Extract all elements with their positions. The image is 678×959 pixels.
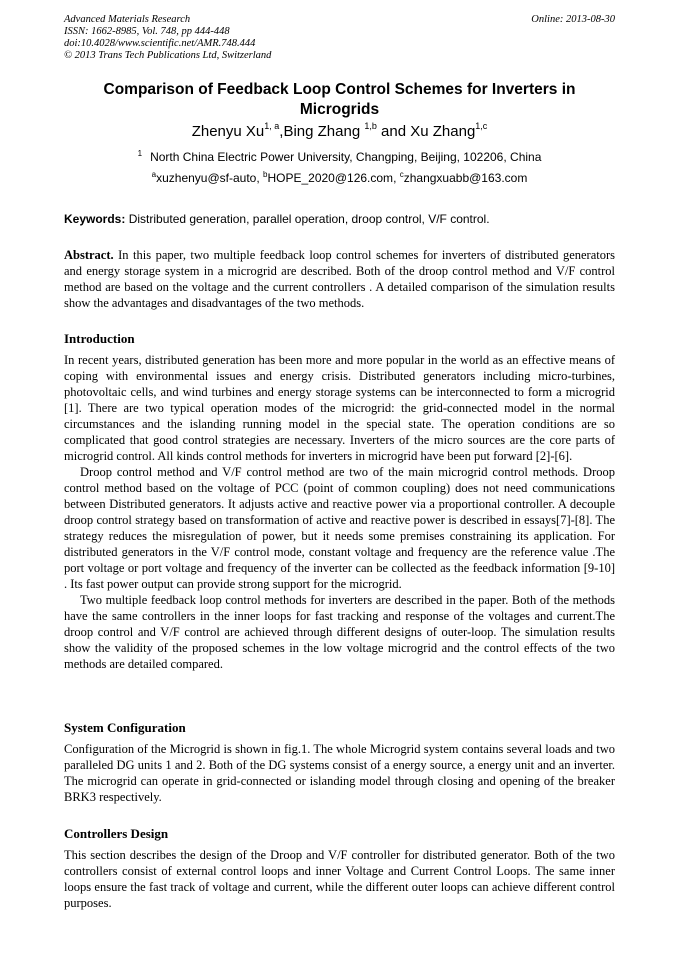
issn-line: ISSN: 1662-8985, Vol. 748, pp 444-448 [64, 26, 230, 37]
abstract [64, 247, 615, 311]
copyright-line: © 2013 Trans Tech Publications Ltd, Switzerland [64, 50, 272, 61]
author-list [64, 122, 615, 142]
email-mark: a [151, 170, 157, 179]
affiliation [64, 149, 615, 165]
keywords-text: Distributed generation, parallel operation, droop control, V/F control. [125, 212, 490, 226]
email-address[interactable]: zhangxuabb@163.com [403, 171, 528, 185]
section-body-controllers-design [64, 847, 615, 911]
abstract-text: In this paper, two multiple feedback loop control schemes for inverters of distributed generators and energy storage system in a microgrid are described. Both of the droop control method and V/F control method are based on the voltage and the current controllers . A detailed comparison of the simulation results show the advantages and disadvantages of the two methods. [64, 248, 615, 310]
author-name: Bing Zhang [283, 123, 361, 140]
section-heading-system-configuration: System Configuration [64, 720, 186, 735]
author-separator: , [279, 123, 284, 140]
journal-name: Advanced Materials Research [64, 14, 191, 25]
email-mark: b [263, 170, 268, 179]
author-affiliation-mark: 1,b [364, 121, 377, 131]
section-heading-controllers-design: Controllers Design [64, 826, 169, 841]
paragraph: This section describes the design of the Droop and V/F controller for distributed generator. Both of the two controllers consist of external control loops and inner Voltage and Current Control Loops. The same inner loops ensure the fast track of voltage and current, while the different outer loops can achieve different control purposes. [64, 848, 615, 910]
paper-title: Comparison of Feedback Loop Control Schemes for Inverters in Microgrids [103, 81, 576, 118]
abstract-label: Abstract. [64, 248, 114, 262]
email-address[interactable]: xuzhenyu@sf-auto [156, 171, 257, 185]
email-separator: , [393, 171, 400, 185]
section-body-system-configuration [64, 741, 615, 805]
affiliation-text: North China Electric Power University, Changping, Beijing, 102206, China [150, 150, 542, 164]
author-affiliation-mark: 1, a [264, 121, 280, 131]
email-list [64, 170, 615, 186]
keywords [64, 211, 615, 227]
email-mark: c [399, 170, 404, 179]
section-heading-introduction: Introduction [64, 331, 135, 346]
paragraph: Configuration of the Microgrid is shown in fig.1. The whole Microgrid system contains several loads and two paralleled DG units 1 and 2. Both of the DG systems consist of a energy source, a energy unit and an inverter. The microgrid can operate in grid-connected or islanding model through closing and opening of the breaker BRK3 respectively. [64, 742, 615, 804]
section-body-introduction [64, 352, 615, 672]
author-name: Xu Zhang [410, 123, 476, 140]
paragraph: In recent years, distributed generation has been more and more popular in the world as an effective means of coping with environmental issues and energy crisis. Distributed generators including micro-turbines, photovoltaic cells, and wind turbines and energy storage systems can be interconnected to form a microgrid [1]. There are two typical operation modes of the microgrid: the grid-connected model in the normal circumstances and the islanding running model in the special state. The operation conditions are so complicated that good control strategies are necessary. Inverters of the micro sources are the core parts of microgrid control. All kinds control methods for inverters in microgrid have been put forward [2]-[6]. [64, 353, 615, 463]
author-separator: and [376, 123, 411, 140]
online-date: Online: 2013-08-30 [531, 14, 615, 25]
affiliation-number: 1 [137, 149, 143, 158]
doi-line: doi:10.4028/www.scientific.net/AMR.748.444 [64, 38, 256, 49]
keywords-label: Keywords: [64, 212, 126, 226]
author-affiliation-mark: 1,c [475, 121, 488, 131]
paragraph: Droop control method and V/F control method are two of the main microgrid control methods. Droop control method based on the voltage of PCC (point of common coupling) does not need communications between Distributed generators. It adjusts active and reactive power via a proportional controller. A decouple droop control strategy based on transformation of active and reactive power is described in essays[7]-[8]. The strategy reduces the misregulation of power, but it needs some premises constraining its application. For distributed generators in the V/F control mode, constant voltage and frequency are the reference value .The port voltage or port voltage and frequency of the inverter can be collected as the feedback information [9-10] . Its fast power output can provide strong support for the microgrid. [64, 465, 615, 591]
email-separator: , [256, 171, 264, 185]
journal-header [64, 14, 615, 62]
author-name: Zhenyu Xu [191, 123, 265, 140]
paragraph: Two multiple feedback loop control methods for inverters are described in the paper. Both of the methods have the same controllers in the inner loops for fast tracking and response of the voltages and current.The droop control and V/F control are achieved through different designs of outer-loop. The simulation results show the validity of the proposed schemes in the low voltage microgrid and the control effects of the two methods are detailed compared. [64, 593, 615, 671]
email-address[interactable]: HOPE_2020@126.com [267, 171, 394, 185]
